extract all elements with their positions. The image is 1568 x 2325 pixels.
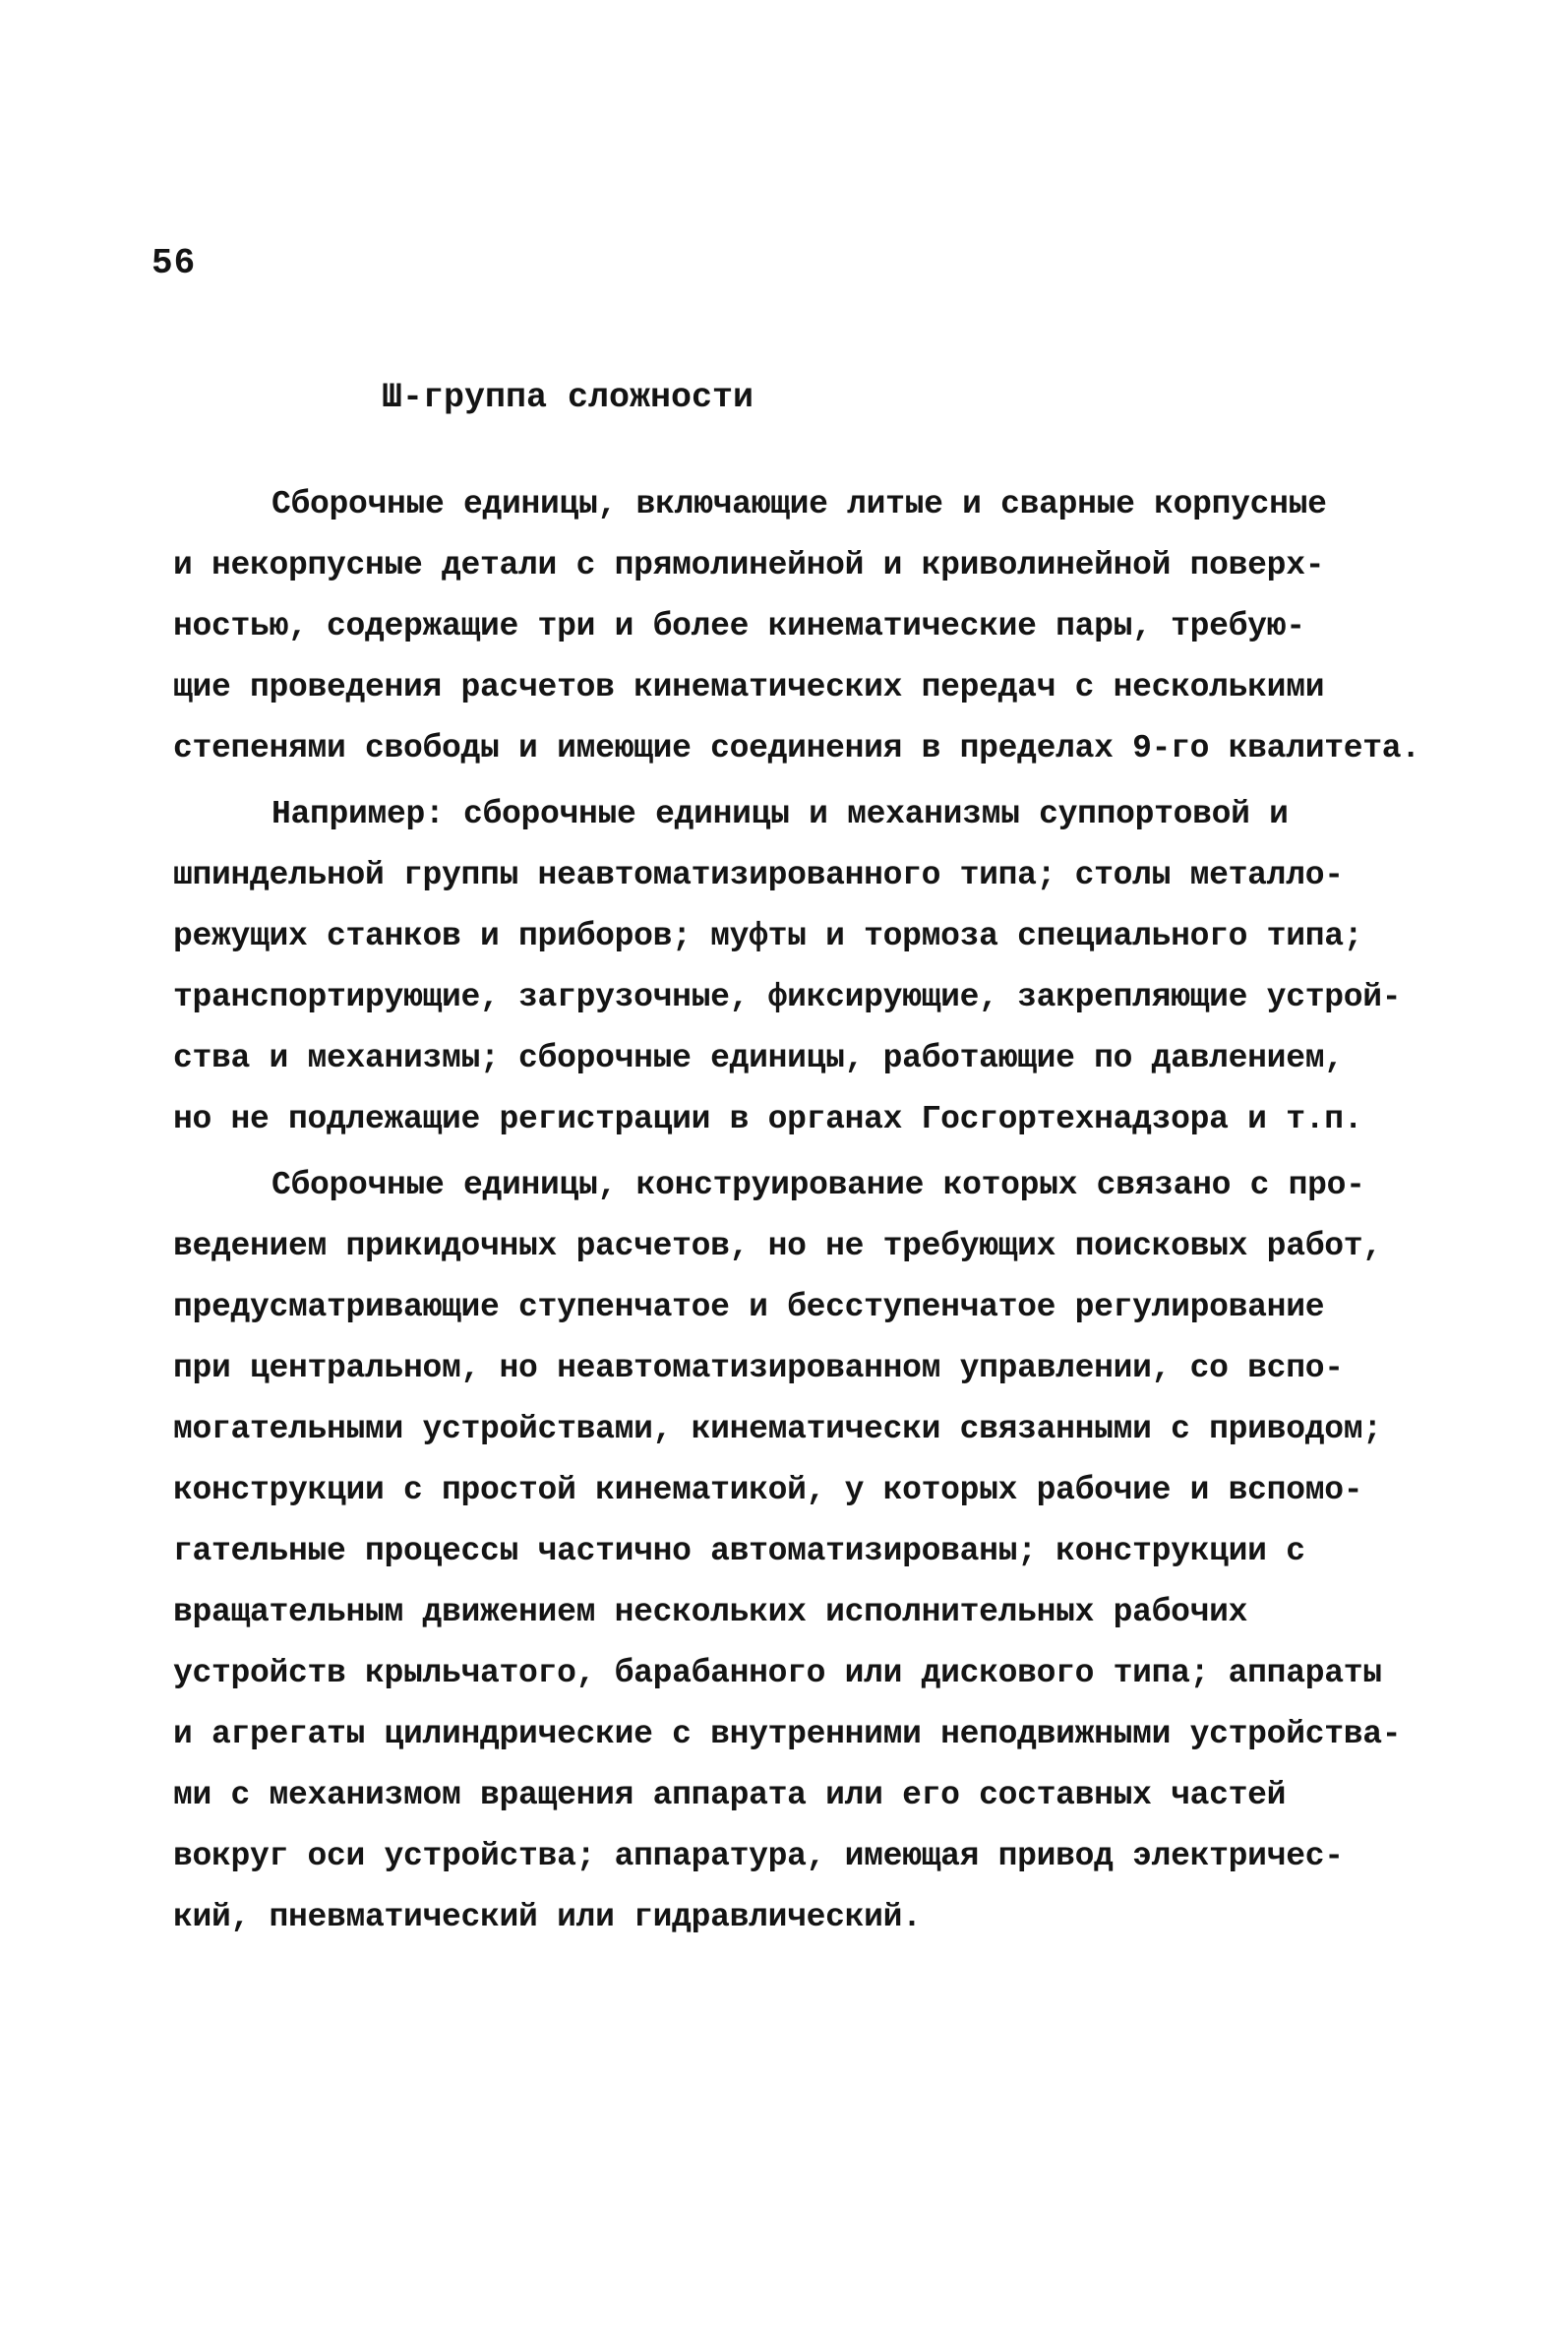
paragraph-line: Сборочные единицы, включающие литые и сварные корпусные	[271, 486, 1327, 522]
section-heading: Ш-группа сложности	[382, 378, 754, 417]
paragraph-line: Сборочные единицы, конструирование которых связано с про-	[271, 1167, 1365, 1203]
paragraph-line: предусматривающие ступенчатое и бесступенчатое регулирование	[173, 1289, 1325, 1325]
paragraph-line: при центральном, но неавтоматизированном управлении, со вспо-	[173, 1350, 1344, 1386]
paragraph-line: шпиндельной группы неавтоматизированного типа; столы металло-	[173, 857, 1344, 893]
paragraph-line: ства и механизмы; сборочные единицы, работающие по давлением,	[173, 1040, 1344, 1076]
paragraph-line: ностью, содержащие три и более кинематические пары, требую-	[173, 608, 1305, 644]
paragraph-line: Например: сборочные единицы и механизмы суппортовой и	[271, 796, 1289, 832]
paragraph-line: и агрегаты цилиндрические с внутренними неподвижными устройства-	[173, 1716, 1402, 1752]
paragraph-line: конструкции с простой кинематикой, у которых рабочие и вспомо-	[173, 1472, 1363, 1508]
paragraph-line: вращательным движением нескольких исполнительных рабочих	[173, 1594, 1248, 1630]
paragraph-line: кий, пневматический или гидравлический.	[173, 1899, 922, 1935]
paragraph-line: и некорпусные детали с прямолинейной и криволинейной поверх-	[173, 547, 1325, 583]
paragraph-line: но не подлежащие регистрации в органах Госгортехнадзора и т.п.	[173, 1101, 1363, 1137]
paragraph-line: режущих станков и приборов; муфты и тормоза специального типа;	[173, 918, 1363, 954]
paragraph-line: вокруг оси устройства; аппаратура, имеющая привод электричес-	[173, 1838, 1344, 1874]
paragraph-line: ведением прикидочных расчетов, но не требующих поисковых работ,	[173, 1228, 1382, 1264]
paragraph-line: ми с механизмом вращения аппарата или его составных частей	[173, 1777, 1287, 1813]
paragraph-line: гательные процессы частично автоматизированы; конструкции с	[173, 1533, 1305, 1569]
paragraph-line: могательными устройствами, кинематически связанными с приводом;	[173, 1411, 1382, 1447]
paragraph-line: степенями свободы и имеющие соединения в пределах 9-го квалитета.	[173, 730, 1420, 766]
paragraph-line: транспортирующие, загрузочные, фиксирующие, закрепляющие устрой-	[173, 979, 1402, 1015]
paragraph-line: устройств крыльчатого, барабанного или дискового типа; аппараты	[173, 1655, 1382, 1691]
paragraph-line: щие проведения расчетов кинематических передач с несколькими	[173, 669, 1325, 705]
page-number: 56	[151, 243, 197, 283]
